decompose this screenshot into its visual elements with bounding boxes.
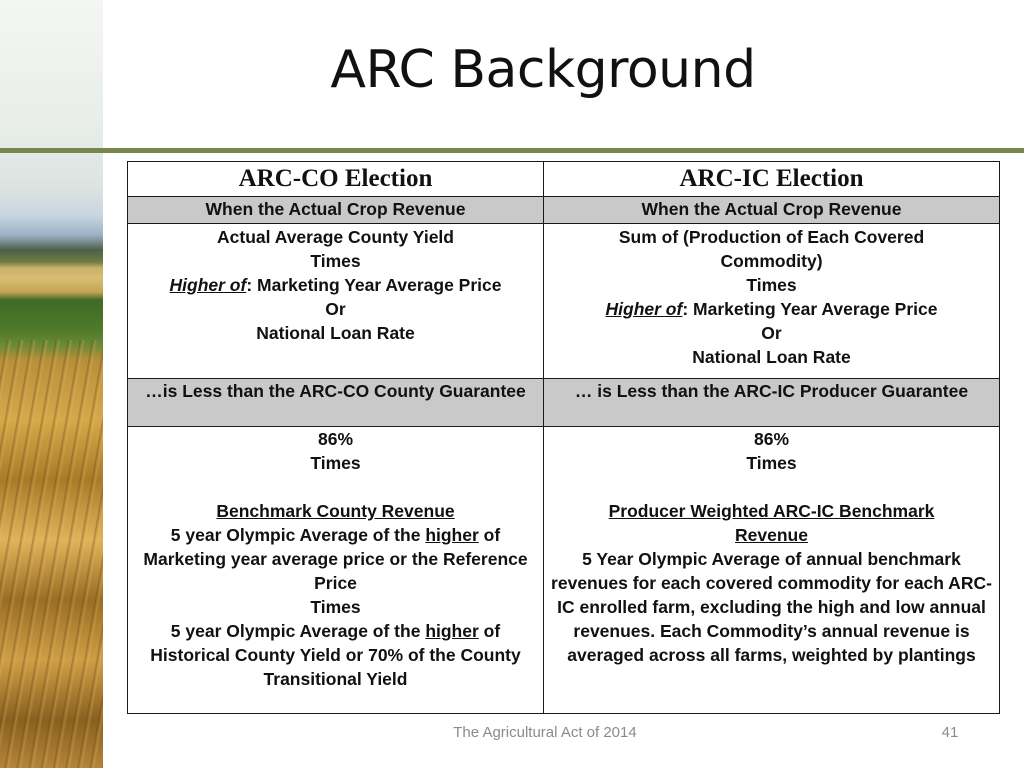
header-arc-co: ARC-CO Election [128, 162, 544, 197]
wheat-field-photo [0, 0, 103, 768]
ic-times-line: Times [746, 275, 797, 295]
co-price-line [131, 273, 540, 297]
header-arc-ic: ARC-IC Election [544, 162, 1000, 197]
ic-pct-line: 86% [753, 429, 790, 449]
co-times-line: Times [310, 251, 361, 271]
co-or-line: Or [325, 299, 346, 319]
co-revenue-formula [128, 224, 544, 379]
ic-higher-of: Higher of [605, 299, 683, 319]
arc-comparison-table [127, 161, 1000, 714]
ic-or-line: Or [761, 323, 782, 343]
co-higher-of: Higher of [169, 275, 247, 295]
ic-price-text: : Marketing Year Average Price [682, 299, 938, 319]
footer-text: The Agricultural Act of 2014 [453, 724, 637, 741]
table-header-row [128, 162, 1000, 197]
ic-price-line [547, 297, 996, 321]
co-price-text: : Marketing Year Average Price [246, 275, 502, 295]
ic-benchmark-title: Producer Weighted ARC-IC Benchmark Revenue [608, 501, 935, 545]
table-row [128, 379, 1000, 427]
co-actual-revenue-label: When the Actual Crop Revenue [128, 197, 544, 224]
co-benchmark-title: Benchmark County Revenue [216, 501, 455, 521]
co-yield-line: Actual Average County Yield [217, 227, 454, 247]
co-times-line-3: Times [310, 597, 361, 617]
table-row [128, 224, 1000, 379]
co-yield-average: 5 year Olympic Average of the higher of Historical County Yield or 70% of the County Transitional Yield [150, 621, 521, 689]
title-divider [0, 148, 1024, 153]
co-higher-emphasis: higher [425, 525, 479, 545]
co-guarantee-formula [128, 427, 544, 714]
slide-title: ARC Background [330, 40, 756, 100]
ic-benchmark-description: 5 Year Olympic Average of annual benchmark revenues for each covered commodity for each ARC-IC enrolled farm, excluding the high and low annual revenues. Each Commodity’s annual revenue is averaged across all farms, weighted by plantings [551, 549, 992, 665]
co-pct-line: 86% [317, 429, 354, 449]
ic-loan-rate-line: National Loan Rate [692, 347, 851, 367]
ic-less-than-label: … is Less than the ARC-IC Producer Guarantee [544, 379, 1000, 427]
ic-production-line: Sum of (Production of Each Covered Commodity) [618, 227, 925, 271]
co-less-than-label: …is Less than the ARC-CO County Guarantee [128, 379, 544, 427]
ic-times-line-2: Times [746, 453, 797, 473]
table-row [128, 197, 1000, 224]
co-price-average: 5 year Olympic Average of the higher of Marketing year average price or the Reference Price [143, 525, 528, 593]
ic-guarantee-formula [544, 427, 1000, 714]
page-number: 41 [941, 724, 959, 741]
co-higher-emphasis-2: higher [425, 621, 479, 641]
co-loan-rate-line: National Loan Rate [256, 323, 415, 343]
ic-actual-revenue-label: When the Actual Crop Revenue [544, 197, 1000, 224]
table-row [128, 427, 1000, 714]
ic-revenue-formula [544, 224, 1000, 379]
co-times-line-2: Times [310, 453, 361, 473]
